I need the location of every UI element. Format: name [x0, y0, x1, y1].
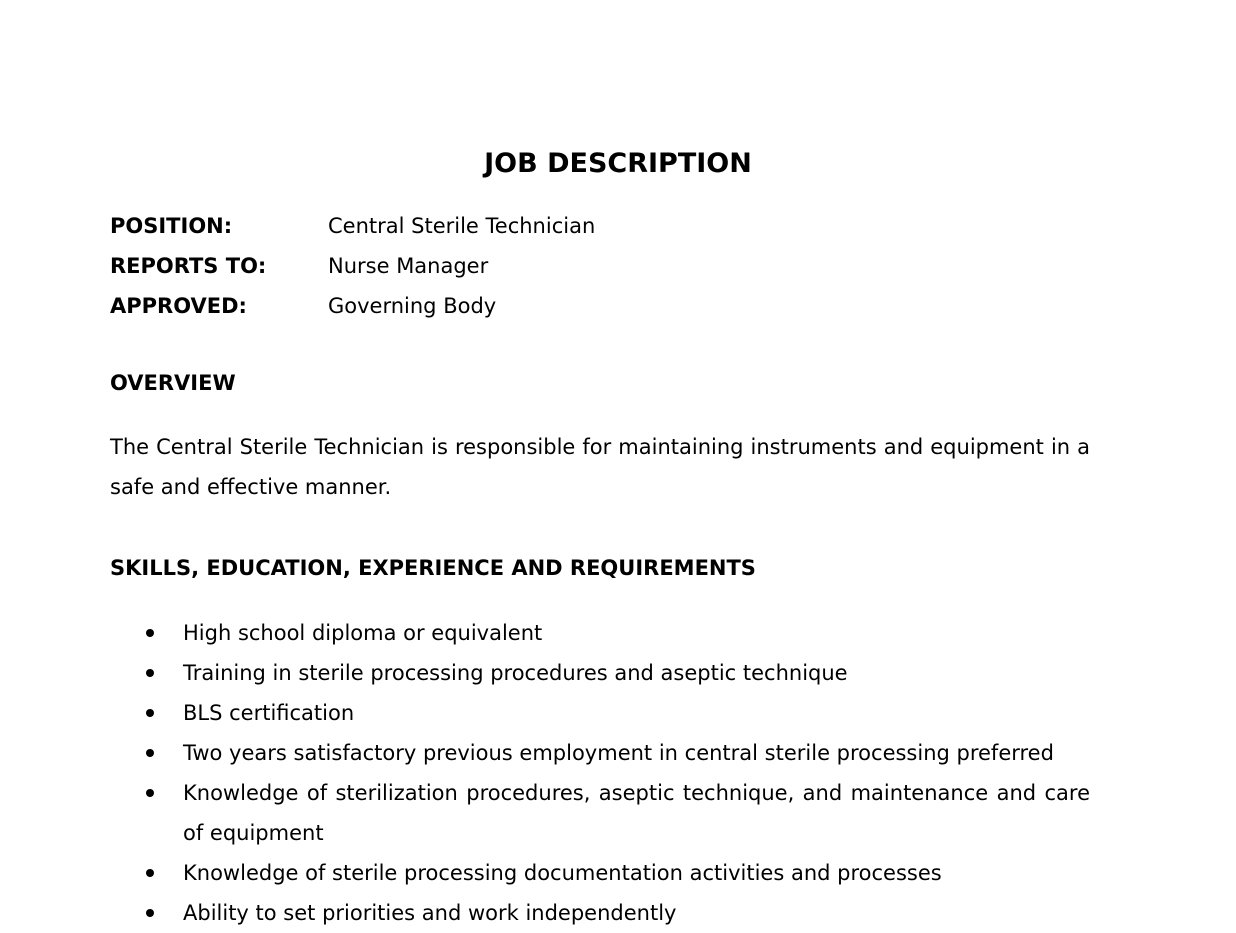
- bullet-icon: [146, 749, 154, 757]
- skills-heading: SKILLS, EDUCATION, EXPERIENCE AND REQUIREMENTS: [110, 556, 756, 580]
- skill-text: BLS certification: [183, 701, 355, 725]
- bullet-icon: [146, 909, 154, 917]
- approved-label: APPROVED:: [110, 294, 247, 318]
- overview-paragraph: The Central Sterile Technician is responsible for maintaining instruments and equipment in a safe and effective manner.: [110, 435, 1090, 499]
- reports-to-value: Nurse Manager: [328, 254, 489, 278]
- skill-text: Training in sterile processing procedures and aseptic technique: [183, 661, 848, 685]
- skill-text: High school diploma or equivalent: [183, 621, 543, 645]
- meta-row-position: [110, 206, 1090, 246]
- skill-text: Ability to set priorities and work independently: [183, 901, 677, 925]
- list-item: [110, 893, 1090, 933]
- reports-to-label: REPORTS TO:: [110, 254, 267, 278]
- skills-list: [110, 613, 1090, 933]
- list-item: [110, 773, 1090, 853]
- skill-text: Knowledge of sterile processing documentation activities and processes: [183, 861, 942, 885]
- list-item: [110, 613, 1090, 653]
- skill-text: Two years satisfactory previous employment in central sterile processing preferred: [183, 741, 1054, 765]
- meta-row-reports-to: [110, 246, 1090, 286]
- bullet-icon: [146, 789, 154, 797]
- document-title: JOB DESCRIPTION: [484, 148, 752, 179]
- bullet-icon: [146, 629, 154, 637]
- approved-value: Governing Body: [328, 294, 497, 318]
- position-value: Central Sterile Technician: [328, 214, 596, 238]
- list-item: [110, 653, 1090, 693]
- meta-row-approved: [110, 286, 1090, 326]
- bullet-icon: [146, 869, 154, 877]
- list-item: [110, 853, 1090, 893]
- overview-heading: OVERVIEW: [110, 371, 236, 395]
- list-item: [110, 693, 1090, 733]
- bullet-icon: [146, 669, 154, 677]
- position-label: POSITION:: [110, 214, 233, 238]
- list-item: [110, 733, 1090, 773]
- job-meta-table: [110, 206, 1090, 326]
- skill-text: Knowledge of sterilization procedures, aseptic technique, and maintenance and care of equipment: [183, 781, 1090, 845]
- bullet-icon: [146, 709, 154, 717]
